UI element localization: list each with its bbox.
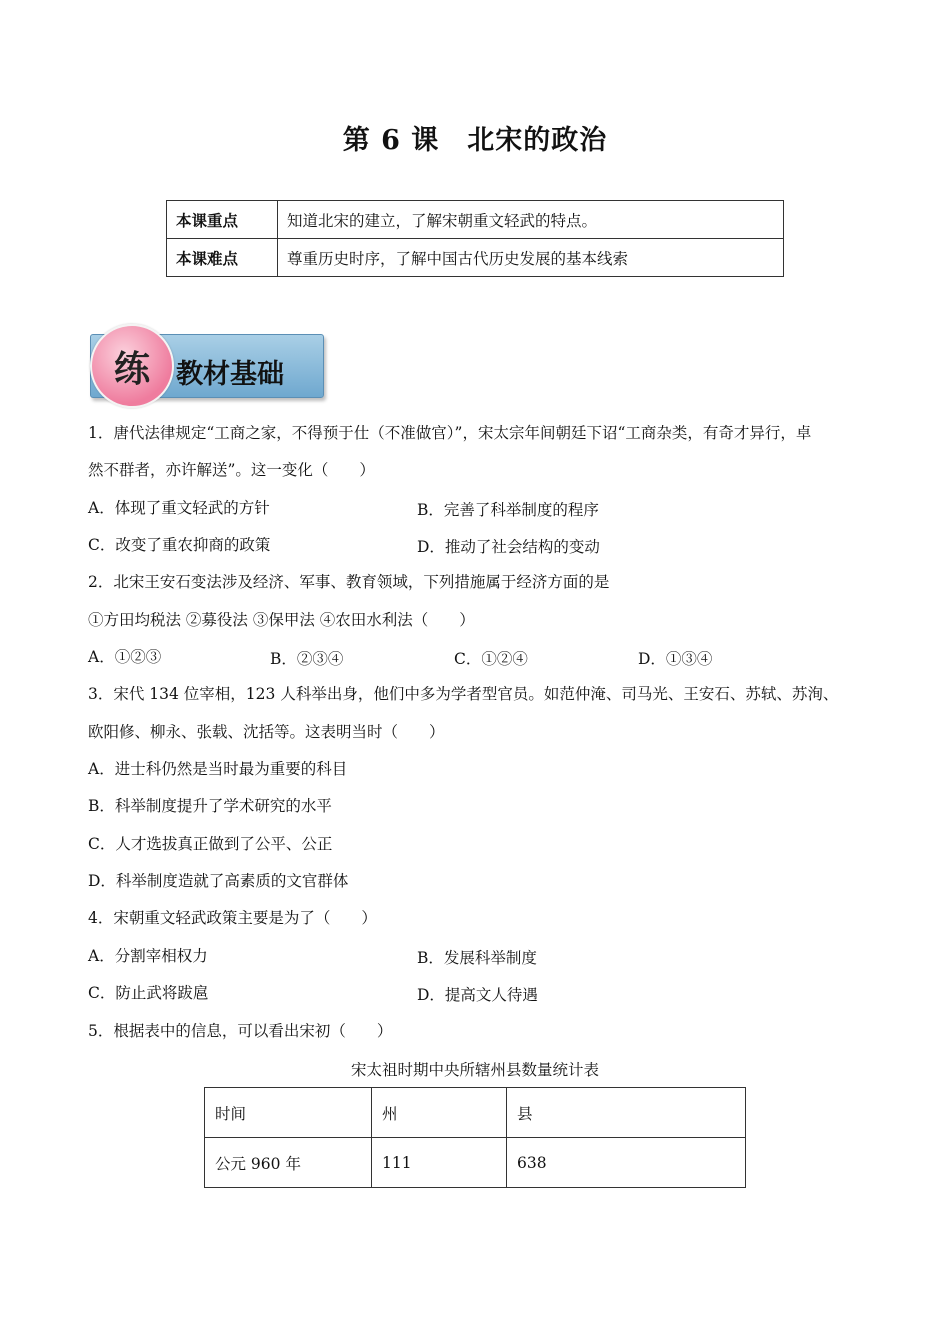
question-text: 欧阳修、柳永、张载、沈括等。这表明当时（ ） (88, 723, 445, 741)
option-c: C．改变了重农抑商的政策 (88, 536, 271, 554)
option-c: C．人才选拔真正做到了公平、公正 (88, 835, 333, 853)
header-cell: 时间 (205, 1088, 372, 1138)
section-banner (88, 324, 324, 408)
table-row (205, 1138, 746, 1188)
option-b: B．科举制度提升了学术研究的水平 (88, 797, 332, 815)
table-row (167, 201, 784, 239)
question-text: 1．唐代法律规定“工商之家，不得预于仕（不准做官）”，宋太宗年间朝廷下诏“工商杂类，有奇才异行，卓 (88, 424, 812, 442)
table-header-row (205, 1088, 746, 1138)
question-text: 4．宋朝重文轻武政策主要是为了（ ） (88, 909, 377, 927)
question-text: ①方田均税法 ②募役法 ③保甲法 ④农田水利法（ ） (88, 611, 475, 629)
table-cell: 638 (507, 1138, 746, 1188)
focus-key: 本课难点 (167, 239, 278, 277)
option-c: C．①②④ (454, 650, 528, 668)
banner-char: 练 (113, 347, 150, 390)
option-d: D．提高文人待遇 (417, 986, 538, 1004)
table-cell: 111 (372, 1138, 507, 1188)
table-caption: 宋太祖时期中央所辖州县数量统计表 (350, 1061, 599, 1079)
option-c: C．防止武将跋扈 (88, 984, 209, 1002)
option-b: B．②③④ (270, 650, 344, 668)
option-d: D．①③④ (638, 650, 713, 668)
header-cell: 县 (507, 1088, 746, 1138)
focus-value: 知道北宋的建立，了解宋朝重文轻武的特点。 (278, 201, 784, 239)
question-text: 然不群者，亦许解送”。这一变化（ ） (88, 461, 375, 479)
option-b: B．完善了科举制度的程序 (417, 501, 599, 519)
option-a: A．进士科仍然是当时最为重要的科目 (88, 760, 348, 778)
lesson-focus-table (166, 200, 784, 277)
page-title: 第 6 课 北宋的政治 (342, 125, 608, 156)
option-a: A．体现了重文轻武的方针 (88, 499, 270, 517)
question-text: 3．宋代 134 位宰相，123 人科举出身，他们中多为学者型官员。如范仲淹、司马光、王安石、苏轼、苏洵、 (88, 685, 839, 703)
focus-key: 本课重点 (167, 201, 278, 239)
county-stats-table (204, 1087, 746, 1188)
option-b: B．发展科举制度 (417, 949, 537, 967)
question-text: 5．根据表中的信息，可以看出宋初（ ） (88, 1022, 393, 1040)
focus-value: 尊重历史时序，了解中国古代历史发展的基本线索 (278, 239, 784, 277)
option-a: A．分割宰相权力 (88, 947, 208, 965)
table-cell: 公元 960 年 (205, 1138, 372, 1188)
option-a: A．①②③ (88, 648, 162, 666)
question-text: 2．北宋王安石变法涉及经济、军事、教育领域，下列措施属于经济方面的是 (88, 573, 610, 591)
header-cell: 州 (372, 1088, 507, 1138)
option-d: D．推动了社会结构的变动 (417, 538, 600, 556)
banner-label: 教材基础 (176, 359, 284, 390)
option-d: D．科举制度造就了高素质的文官群体 (88, 872, 349, 890)
table-row (167, 239, 784, 277)
banner-circle-icon (90, 324, 174, 408)
